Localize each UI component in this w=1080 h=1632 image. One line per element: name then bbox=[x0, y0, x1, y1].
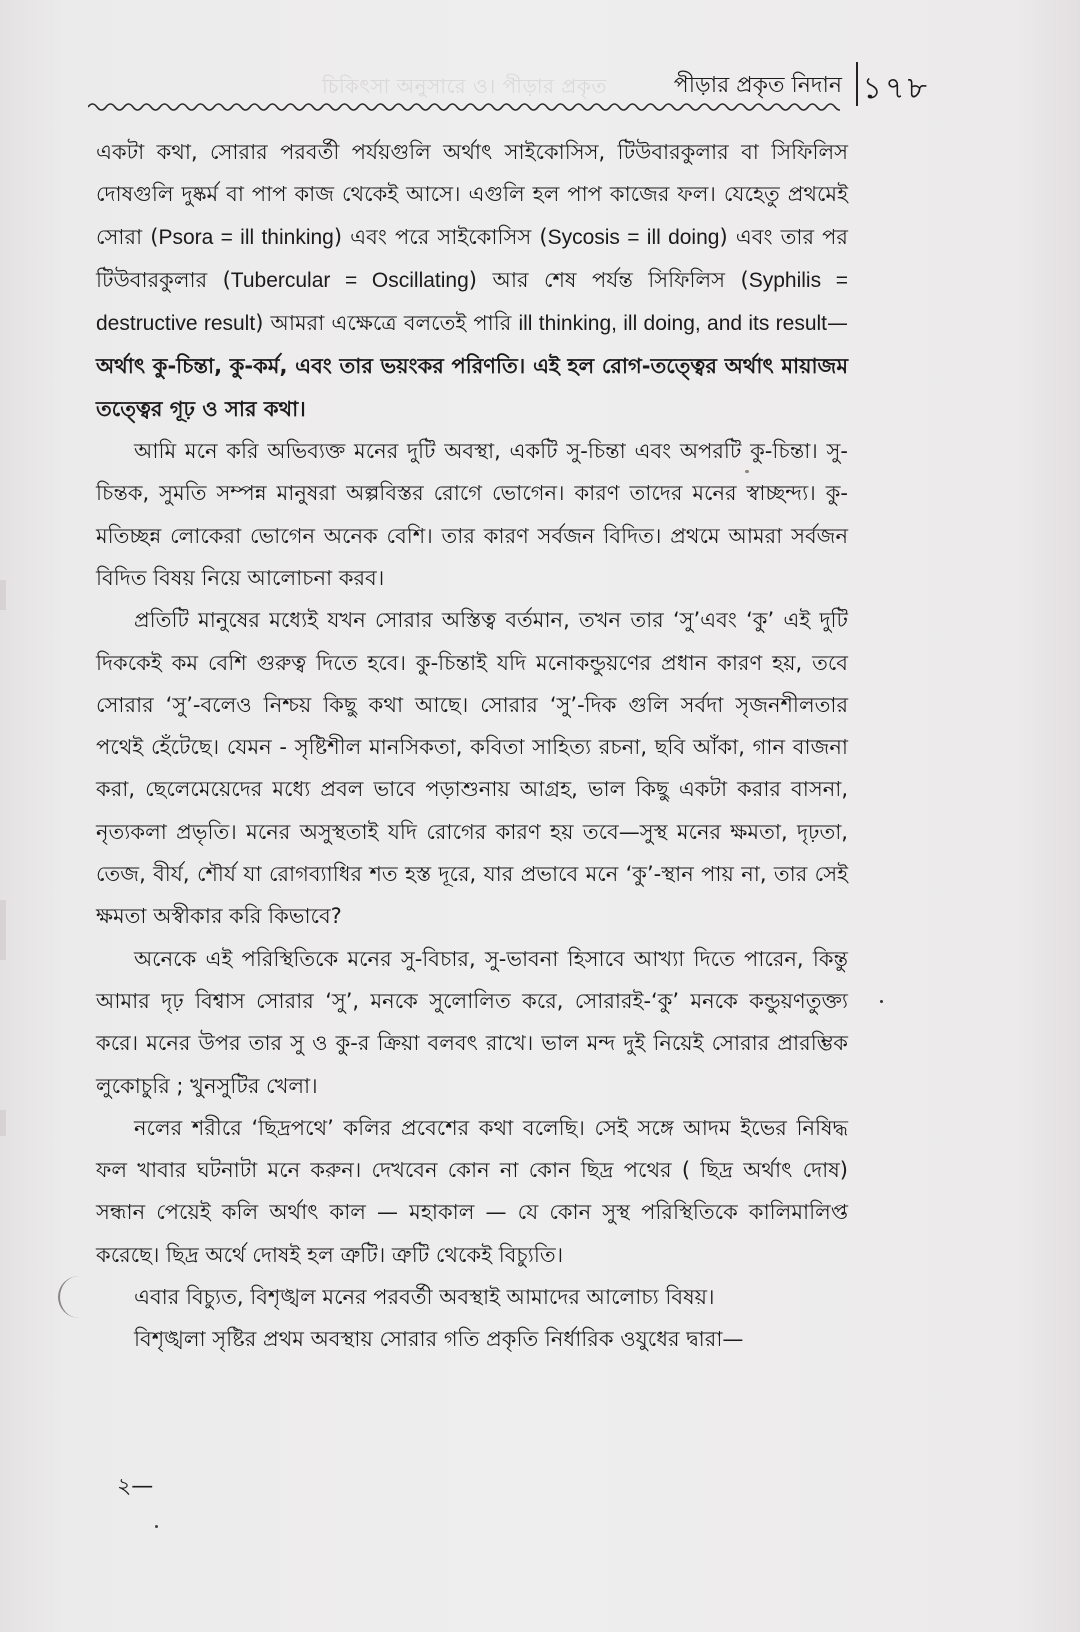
paragraph bbox=[96, 1107, 848, 1276]
text-run: ) এবং পরে সাইকোসিস ( bbox=[333, 224, 548, 249]
edge-mark bbox=[0, 1110, 6, 1136]
text-run: অনেকে এই পরিস্থিতিকে মনের সু-বিচার, সু-ভাবনা হিসাবে আখ্যা দিতে পারেন, কিন্তু আমার দৃঢ় বিশ্বাস সোরার ‘সু’, মনকে সুলোলিত করে, সোরারই-‘কু’ মনকে কন্ডুয়ণতুক্ত্য করে। মনের উপর তার সু ও কু-র ক্রিয়া বলবৎ রাখে। ভাল মন্দ দুই নিয়েই সোরার প্রারম্ভিক লুকোচুরি ; খুনসুটির খেলা। bbox=[96, 946, 848, 1098]
paragraph bbox=[96, 599, 848, 937]
page-hole-mark bbox=[58, 1276, 90, 1318]
folio-signature: ২— bbox=[117, 1474, 154, 1499]
wavy-rule bbox=[88, 100, 840, 114]
text-run: আমি মনে করি অভিব্যক্ত মনের দুটি অবস্থা, একটি সু-চিন্তা এবং অপরটি কু-চিন্তা। সু-চিন্তক, সুমতি সম্পন্ন মানুষরা অল্পবিস্তর রোগে ভোগেন। কারণ তাদের মনের স্বাচ্ছন্দ্য। কু-মতিচ্ছন্ন লোকেরা ভোগেন অনেক বেশি। তার কারণ সর্বজন বিদিত। প্রথমে আমরা সর্বজন বিদিত বিষয় নিয়ে আলোচনা করব। bbox=[96, 439, 848, 590]
text-run: — bbox=[827, 311, 848, 336]
text-run: এবার বিচ্যুত, বিশৃঙ্খল মনের পরবর্তী অবস্থাই আমাদের আলোচ্য বিষয়। bbox=[134, 1285, 715, 1310]
text-run: ) আমরা এক্ষেত্রে বলতেই পারি bbox=[255, 311, 519, 336]
text-run: একটা কথা, সোরার পরবর্তী পর্যয়গুলি অর্থাৎ সাইকোসিস, টিউবারকুলার বা সিফিলিস দোষগুলি দুষ্কর্ম বা পাপ কাজ থেকেই আসে। এগুলি হল পাপ কাজের ফল। যেহেতু প্রথমেই সোরা ( bbox=[96, 140, 848, 249]
text-run: বিশৃঙ্খলা সৃষ্টির প্রথম অবস্থায় সোরার গতি প্রকৃতি নির্ধারিক ওযুধের দ্বারা— bbox=[134, 1327, 744, 1352]
english-term: Tubercular = Oscillating bbox=[230, 268, 469, 292]
chapter-title: পীড়ার প্রকৃত নিদান bbox=[673, 73, 842, 98]
edge-mark bbox=[0, 900, 6, 960]
english-term: Syphilis = destructive result bbox=[96, 268, 848, 336]
paragraph bbox=[96, 430, 848, 599]
edge-mark bbox=[0, 580, 6, 610]
text-run: ) আর শেষ পর্যন্ত সিফিলিস ( bbox=[468, 267, 749, 292]
show-through-text: চিকিৎসা অনুসারে ও। পীড়ার প্রকৃত bbox=[322, 74, 607, 98]
paragraph bbox=[96, 1318, 848, 1360]
paper-speck bbox=[155, 1525, 158, 1528]
paragraph bbox=[96, 1276, 848, 1318]
page-number: ১৭৮ bbox=[862, 71, 930, 106]
paragraph bbox=[96, 938, 848, 1107]
text-run: নলের শরীরে ‘ছিদ্রপথে’ কলির প্রবেশের কথা বলেছি। সেই সঙ্গে আদম ইভের নিষিদ্ধ ফল খাবার ঘটনাটা মনে করুন। দেখবেন কোন না কোন ছিদ্র পথের ( ছিদ্র অর্থাৎ দোষ) সন্ধান পেয়েই কলি অর্থাৎ কাল — মহাকাল — যে কোন সুস্থ পরিস্থিতিকে কালিমালিপ্ত করেছে। ছিদ্র অর্থে দোষই হল ত্রুটি। ত্রুটি থেকেই বিচ্যুতি। bbox=[96, 1115, 848, 1267]
paper-speck bbox=[880, 1000, 883, 1003]
english-term: Sycosis = ill doing bbox=[547, 225, 720, 249]
header-separator bbox=[856, 62, 858, 106]
english-term: ill thinking, ill doing, and its result bbox=[518, 312, 827, 336]
body-text bbox=[96, 131, 848, 1361]
paragraph bbox=[96, 131, 848, 430]
paper-speck bbox=[745, 470, 749, 473]
emphasis-text: অর্থাৎ কু-চিন্তা, কু-কর্ম, এবং তার ভয়ংকর পরিণতি। এই হল রোগ-তত্ত্বের অর্থাৎ মায়াজম তত্ত্বের গূঢ় ও সার কথা। bbox=[96, 354, 848, 421]
english-term: Psora = ill thinking bbox=[158, 225, 334, 249]
text-run: ) এবং তার পর টিউবারকুলার ( bbox=[96, 224, 848, 292]
text-run: প্রতিটি মানুষের মধ্যেই যখন সোরার অস্তিত্ব বর্তমান, তখন তার ‘সু’এবং ‘কু’ এই দুটি দিককেই কম বেশি গুরুত্ব দিতে হবে। কু-চিন্তাই যদি মনোকন্ডুয়ণের প্রধান কারণ হয়, তবে সোরার ‘সু’-বলেও নিশ্চয় কিছু কথা আছে। সোরার ‘সু’-দিক গুলি সর্বদা সৃজনশীলতার পথেই হেঁটেছে। যেমন - সৃষ্টিশীল মানসিকতা, কবিতা সাহিত্য রচনা, ছবি আঁকা, গান বাজনা করা, ছেলেমেয়েদের মধ্যে প্রবল ভাবে পড়াশুনায় আগ্রহ, ভাল কিছু একটা করার বাসনা, নৃত্যকলা প্রভৃতি। মনের অসুস্থতাই যদি রোগের কারণ হয় তবে—সুস্থ মনের ক্ষমতা, দৃঢ়তা, তেজ, বীর্য, শৌর্য যা রোগব্যাধির শত হস্ত দূরে, যার প্রভাবে মনে ‘কু’-স্থান পায় না, তার সেই ক্ষমতা অস্বীকার করি কিভাবে? bbox=[96, 608, 848, 929]
